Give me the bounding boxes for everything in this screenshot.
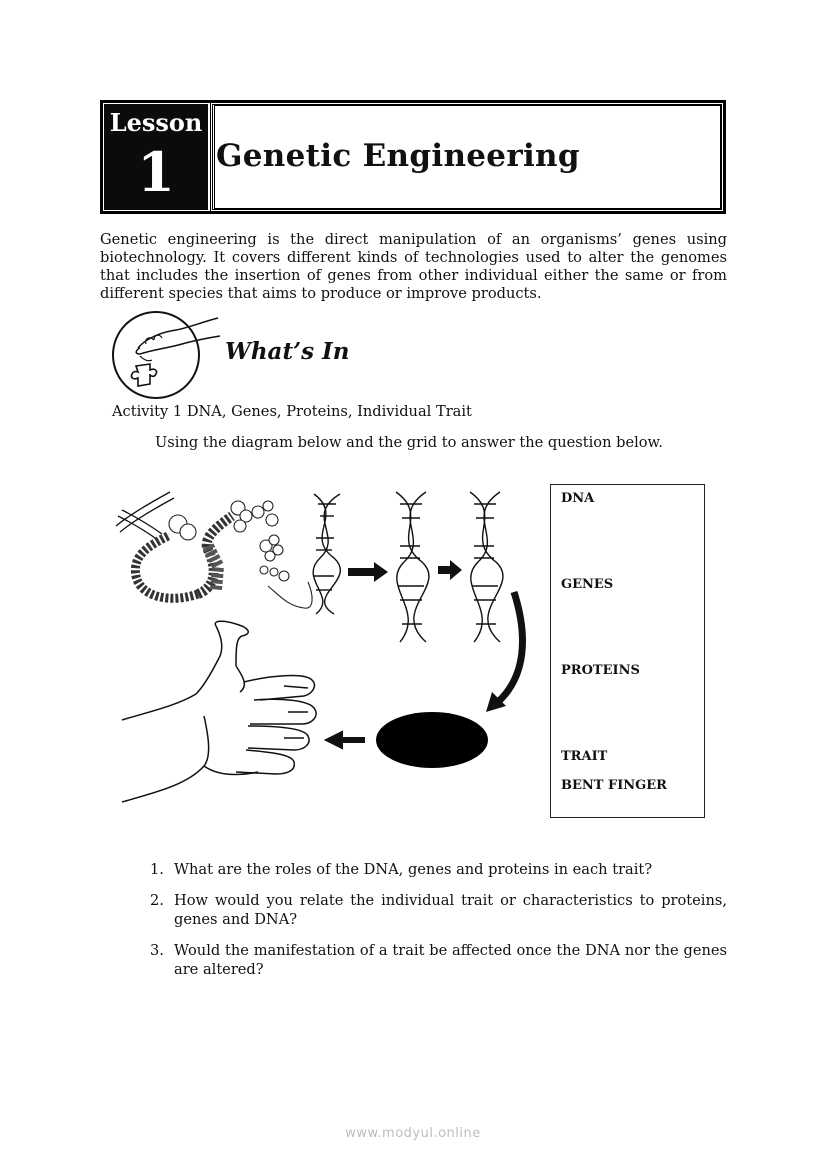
thumb-hand-icon (122, 621, 316, 802)
lesson-number-box (104, 104, 208, 210)
question-item (150, 891, 727, 930)
grid-label-bent-finger: BENT FINGER (561, 778, 667, 793)
question-text: How would you relate the individual trait or characteristics to proteins, genes and DNA? (174, 891, 727, 928)
question-item (150, 860, 727, 880)
question-list (150, 860, 727, 991)
grid-label-trait: TRAIT (561, 749, 608, 764)
footer-watermark: www.modyul.online (345, 1126, 481, 1141)
grid-label-proteins: PROTEINS (561, 663, 640, 678)
question-number: 3. (150, 941, 164, 959)
question-number: 2. (150, 891, 164, 909)
grid-label-dna: DNA (561, 491, 595, 506)
question-item (150, 941, 727, 980)
lesson-label: Lesson (109, 108, 203, 137)
arrow-left-icon (326, 732, 364, 748)
lesson-number: 1 (137, 140, 175, 204)
question-text: Would the manifestation of a trait be affected once the DNA nor the genes are altered? (174, 941, 727, 978)
curved-arrow-icon (498, 592, 522, 702)
lesson-title: Genetic Engineering (216, 138, 580, 174)
dna-helix-icon (396, 492, 429, 642)
section-title: What’s In (225, 338, 350, 365)
question-text: What are the roles of the DNA, genes and proteins in each trait? (174, 861, 653, 878)
question-number: 1. (150, 861, 164, 878)
dna-to-trait-diagram (108, 486, 538, 806)
protein-shape (376, 712, 488, 768)
answer-grid (550, 484, 705, 818)
intro-paragraph: Genetic engineering is the direct manipulation of an organisms’ genes using biotechnology. It covers different kinds of technologies used to alter the genomes that includes the insertion of genes from other individual either the same or from different species that aims to produce or improve products. (100, 231, 727, 302)
hand-puzzle-icon (110, 308, 222, 402)
grid-label-genes: GENES (561, 577, 614, 592)
activity-title: Activity 1 DNA, Genes, Proteins, Individual Trait (112, 403, 472, 420)
activity-instruction: Using the diagram below and the grid to answer the question below. (155, 434, 663, 451)
dna-helix-icon (313, 494, 340, 614)
chromatin-fiber-icon (135, 501, 312, 608)
dna-helix-icon (470, 492, 503, 642)
arrow-right-icon (438, 560, 462, 580)
arrow-right-icon (348, 562, 388, 582)
